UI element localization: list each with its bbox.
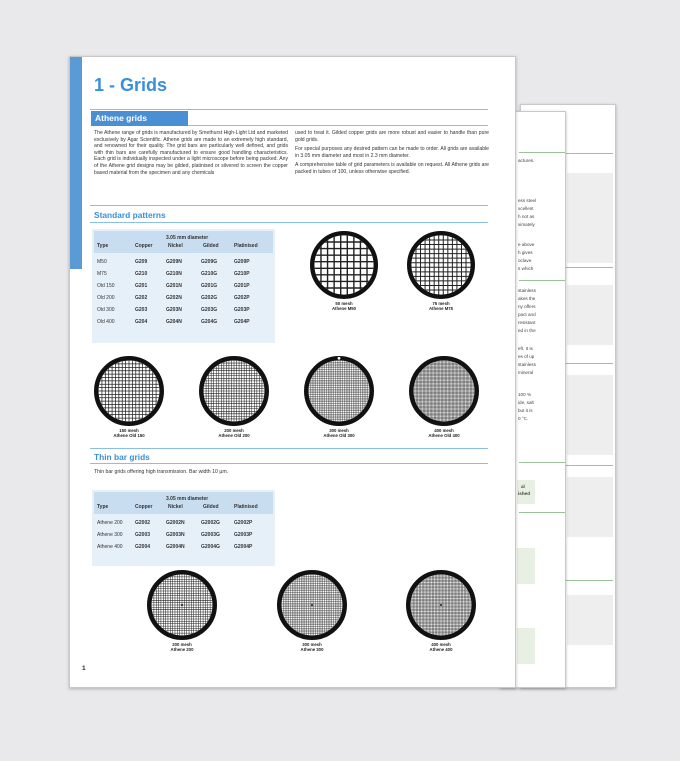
mid-green-box	[517, 548, 535, 584]
table-cell-copper: G202	[135, 295, 148, 301]
back-divider	[565, 153, 613, 154]
table-cell-type: M50	[97, 259, 107, 265]
mid-divider	[519, 512, 566, 513]
grid-caption-mesh: 300 mesh	[302, 642, 322, 647]
grid-caption	[401, 301, 481, 311]
table-cell-gilded: G2003G	[201, 532, 220, 538]
grid-caption-mesh: 200 mesh	[172, 642, 192, 647]
grid-image	[407, 231, 475, 299]
section-rule	[90, 463, 488, 464]
grid-caption-mesh: 300 mesh	[329, 428, 349, 433]
table-cell-nickel: G2002N	[166, 520, 185, 526]
mid-fragment: ed in the	[518, 328, 536, 333]
table-cell-platinised: G210P	[234, 271, 250, 277]
nickel-header: Nickel	[168, 504, 183, 510]
grid-caption-mesh: 50 mesh	[335, 301, 353, 306]
table-cell-type: Athene 200	[97, 520, 123, 526]
back-divider	[565, 580, 613, 581]
back-divider	[565, 363, 613, 364]
table-cell-copper: G210	[135, 271, 148, 277]
mid-fragment: oclave.	[518, 258, 533, 263]
table-cell-gilded: G201G	[201, 283, 218, 289]
grid-caption-name: Athene Old 200	[218, 433, 250, 439]
table-cell-platinised: G202P	[234, 295, 250, 301]
heading-rule	[188, 125, 488, 126]
intro-left-column	[94, 130, 288, 179]
section-rule	[90, 222, 488, 223]
table-cell-gilded: G210G	[201, 271, 218, 277]
table-cell-gilded: G2002G	[201, 520, 220, 526]
table-cell-type: M75	[97, 271, 107, 277]
table-cell-copper: G201	[135, 283, 148, 289]
mid-fragment: xcellent	[518, 206, 534, 211]
mid-divider	[519, 280, 566, 281]
grid-caption-mesh: 400 mesh	[434, 428, 454, 433]
grid-caption-mesh: 400 mesh	[431, 642, 451, 647]
mid-fragment: but it is	[518, 408, 533, 413]
mid-fragment: 0 °C.	[518, 416, 529, 421]
diameter-header: 3.05 mm diameter	[166, 235, 209, 241]
table-cell-type: Old 300	[97, 307, 115, 313]
copper-header: Copper	[135, 243, 153, 249]
grid-caption	[194, 428, 274, 438]
table-cell-nickel: G209N	[166, 259, 182, 265]
mid-fragment: ide, salt	[518, 400, 534, 405]
table-cell-gilded: G2004G	[201, 544, 220, 550]
standard-table	[92, 229, 275, 343]
table-cell-copper: G2002	[135, 520, 151, 526]
table-cell-gilded: G202G	[201, 295, 218, 301]
type-header: Type	[97, 243, 109, 249]
grid-caption-name: Athene 400	[429, 647, 453, 653]
table-cell-nickel: G204N	[166, 319, 182, 325]
page-edge-bar	[70, 57, 82, 269]
page-number: 1	[82, 665, 86, 672]
mid-fragment: mineral	[518, 370, 534, 375]
type-header: Type	[97, 504, 109, 510]
mid-fragment: s which	[518, 266, 534, 271]
mid-fragment: stainless	[518, 288, 536, 293]
grid-caption	[401, 642, 481, 652]
table-cell-copper: G2003	[135, 532, 151, 538]
mid-fragment: actures.	[518, 158, 535, 163]
intro-left-text: The Athene range of grids is manufactured by Smethurst High-Light Ltd and marketed exclusively by Agar Scientific. Athene grids are made to an extremely high standard, and renowned for their quality. The grid bars are particularly well defined, and grids with thin bars are carefully manufactured to ensure good handling characteristics. Each grid is individually inspected under a light microscope before being packed. Any of the Athene grid designs may be gilded, platinised or silvered to screen the copper based material from the specimen and any chemicals	[94, 130, 288, 176]
table-cell-copper: G204	[135, 319, 148, 325]
grid-caption	[89, 428, 169, 438]
mid-fragment: ximately	[518, 222, 535, 227]
section-rule	[90, 205, 488, 206]
platinised-header: Platinised	[234, 243, 258, 249]
mid-fragment: ess steel	[518, 198, 537, 203]
grid-image	[199, 356, 269, 426]
table-cell-copper: G209	[135, 259, 148, 265]
grid-caption	[299, 428, 379, 438]
mid-fragment: es of up	[518, 354, 535, 359]
intro-right-text-2: For special purposes any desired pattern can be made to order. All grids are available in 3.05 mm diameter and most in 2.3 mm diameter.	[295, 146, 489, 159]
diameter-header: 3.05 mm diameter	[166, 496, 209, 502]
table-cell-platinised: G203P	[234, 307, 250, 313]
grid-image	[304, 356, 374, 426]
title-rule	[90, 109, 488, 110]
gilded-header: Gilded	[203, 243, 219, 249]
intro-right-column	[295, 130, 489, 179]
grid-caption-mesh: 75 mesh	[432, 301, 450, 306]
athene-heading: Athene grids	[95, 113, 147, 123]
back-panel	[567, 595, 613, 645]
platinised-header: Platinised	[234, 504, 258, 510]
intro-right-text-1: used to treat it. Gilded copper grids are more robust and easier to handle than pure gold grids.	[295, 130, 489, 143]
thin-note: Thin bar grids offering high transmission. Bar width 10 µm.	[94, 469, 229, 475]
mid-fragment: h gives	[518, 250, 533, 255]
mid-fragment: stainless	[518, 362, 536, 367]
table-cell-type: Athene 300	[97, 532, 123, 538]
grid-caption-name: Athene Old 400	[428, 433, 460, 439]
mid-fragment: eft. It is	[518, 346, 533, 351]
thin-heading: Thin bar grids	[94, 452, 150, 462]
mid-fragment: h not as	[518, 214, 535, 219]
grid-caption	[272, 642, 352, 652]
mid-fragment: akes the	[518, 296, 536, 301]
grid-caption	[304, 301, 384, 311]
table-cell-platinised: G2004P	[234, 544, 253, 550]
page-title: 1 - Grids	[94, 75, 168, 95]
grid-image	[147, 570, 217, 640]
athene-heading-band	[91, 111, 188, 126]
grid-image	[409, 356, 479, 426]
mid-fragment: 100 %	[518, 392, 532, 397]
back-panel	[567, 477, 613, 537]
mid-box-text: ished	[518, 491, 530, 496]
grid-caption-name: Athene 300	[300, 647, 324, 653]
standard-heading: Standard patterns	[94, 210, 166, 220]
grid-image	[277, 570, 347, 640]
table-cell-copper: G203	[135, 307, 148, 313]
mid-divider	[519, 152, 566, 153]
nickel-header: Nickel	[168, 243, 183, 249]
table-cell-platinised: G2003P	[234, 532, 253, 538]
table-cell-nickel: G2003N	[166, 532, 185, 538]
table-cell-gilded: G209G	[201, 259, 218, 265]
thin-table	[92, 490, 275, 566]
grid-caption	[142, 642, 222, 652]
front-page	[69, 56, 516, 688]
mid-fragment: pact and	[518, 312, 536, 317]
table-cell-copper: G2004	[135, 544, 151, 550]
grid-caption-mesh: 150 mesh	[119, 428, 139, 433]
grid-caption-name: Athene 200	[170, 647, 194, 653]
table-cell-platinised: G204P	[234, 319, 250, 325]
table-cell-nickel: G203N	[166, 307, 182, 313]
mid-divider	[519, 462, 566, 463]
table-cell-type: Athene 400	[97, 544, 123, 550]
grid-image	[406, 570, 476, 640]
back-panel	[567, 173, 613, 263]
table-cell-platinised: G2002P	[234, 520, 253, 526]
back-panel	[567, 285, 613, 345]
back-divider	[565, 267, 613, 268]
table-cell-gilded: G203G	[201, 307, 218, 313]
mid-fragment: resistant	[518, 320, 536, 325]
gilded-header: Gilded	[203, 504, 219, 510]
grid-caption-name: Athene M50	[331, 306, 357, 312]
back-panel	[567, 375, 613, 455]
table-cell-nickel: G201N	[166, 283, 182, 289]
grid-caption-mesh: 200 mesh	[224, 428, 244, 433]
grid-caption-name: Athene M75	[428, 306, 454, 312]
mid-fragment: e above	[518, 242, 535, 247]
grid-caption-name: Athene Old 150	[113, 433, 145, 439]
grid-caption-name: Athene Old 300	[323, 433, 355, 439]
grid-caption	[404, 428, 484, 438]
table-cell-type: Old 200	[97, 295, 115, 301]
table-cell-nickel: G2004N	[166, 544, 185, 550]
table-cell-nickel: G210N	[166, 271, 182, 277]
table-cell-platinised: G209P	[234, 259, 250, 265]
table-cell-gilded: G204G	[201, 319, 218, 325]
mid-box-text: al	[521, 484, 525, 489]
mid-fragment: ny offers	[518, 304, 536, 309]
mid-green-box	[517, 480, 535, 504]
table-cell-platinised: G201P	[234, 283, 250, 289]
table-cell-type: Old 150	[97, 283, 115, 289]
grid-image	[94, 356, 164, 426]
grid-image	[310, 231, 378, 299]
copper-header: Copper	[135, 504, 153, 510]
section-rule	[90, 448, 488, 449]
mid-green-box	[517, 628, 535, 664]
intro-right-text-3: A comprehensive table of grid parameters is available on request. All Athene grids are packed in tubes of 100, unless otherwise specified.	[295, 162, 489, 175]
table-cell-type: Old 400	[97, 319, 115, 325]
table-cell-nickel: G202N	[166, 295, 182, 301]
back-divider	[565, 465, 613, 466]
